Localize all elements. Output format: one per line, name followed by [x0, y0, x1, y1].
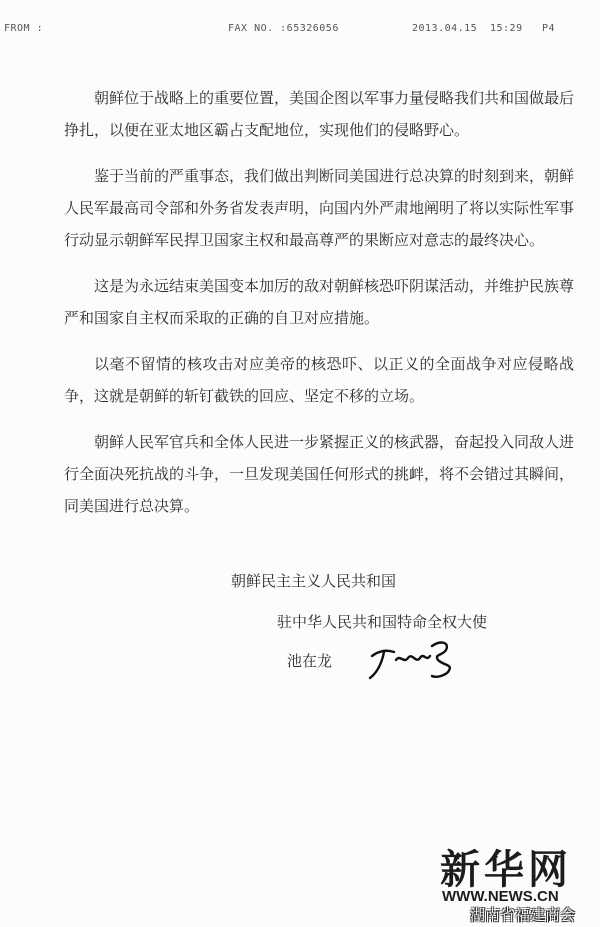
xinhua-url: WWW.NEWS.CN: [442, 888, 559, 905]
fax-page-number: P4: [542, 23, 556, 34]
fax-time: 15:29: [490, 23, 523, 34]
paragraph: 朝鲜位于战略上的重要位置，美国企图以军事力量侵略我们共和国做最后挣扎，以便在亚太地区霸占支配地位，实现他们的侵略野心。: [64, 89, 575, 139]
xinhua-logo: 新华网: [440, 847, 572, 893]
fax-from: FROM :: [4, 23, 44, 34]
news-watermark: [418, 838, 600, 927]
paragraph: 这是为永远结束美国变本加厉的敌对朝鲜核恐吓阴谋活动，并维护民族尊严和国家自主权而采取的正确的自卫对应措施。: [64, 277, 575, 327]
paragraph: 鉴于当前的严重事态，我们做出判断同美国进行总决算的时刻到来，朝鲜人民军最高司令部和外务省发表声明，向国内外严肃地阐明了将以实际性军事行动显示朝鲜军民捍卫国家主权和最高尊严的果断应对意志的最终决心。: [64, 167, 575, 249]
sender-name: 池在龙: [287, 652, 333, 670]
fax-header: [0, 0, 600, 36]
letter-body: [64, 82, 574, 536]
source-credit: 湖南省福建商会: [470, 906, 576, 924]
sender-title: 驻中华人民共和国特命全权大使: [277, 613, 488, 631]
fax-number: FAX NO. :65326056: [228, 23, 339, 34]
paragraph: 朝鲜人民军官兵和全体人民进一步紧握正义的核武器，奋起投入同敌人进行全面决死抗战的斗争，一旦发现美国任何形式的挑衅，将不会错过其瞬间，同美国进行总决算。: [64, 433, 575, 515]
sender-country: 朝鲜民主主义人民共和国: [231, 572, 397, 590]
paragraph: 以毫不留情的核攻击对应美帝的核恐吓、以正义的全面战争对应侵略战争，这就是朝鲜的斩钉截铁的回应、坚定不移的立场。: [64, 355, 574, 405]
handwritten-signature: [366, 636, 462, 682]
fax-date: 2013.04.15: [412, 23, 478, 34]
